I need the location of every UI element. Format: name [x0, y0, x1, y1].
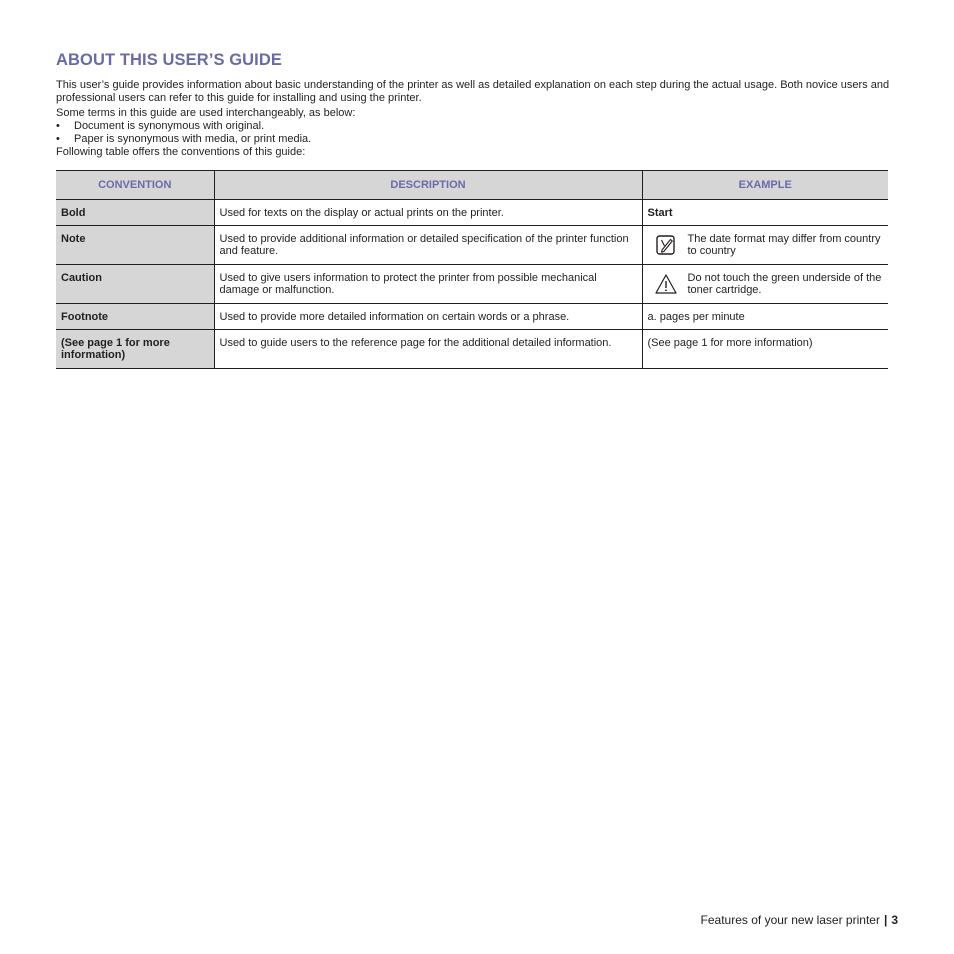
- table-row: [56, 265, 888, 304]
- description-cell: Used to provide additional information or detailed specification of the printer function and feature.: [214, 226, 642, 265]
- note-pencil-icon: [655, 233, 677, 257]
- list-item-text: Paper is synonymous with media, or print media.: [74, 133, 312, 145]
- example-cell: (See page 1 for more information): [642, 330, 888, 369]
- footer-title: Features of your new laser printer: [700, 913, 880, 927]
- example-cell: [642, 226, 888, 265]
- caution-triangle-icon: [655, 272, 677, 296]
- example-cell: [642, 265, 888, 304]
- description-cell: Used for texts on the display or actual prints on the printer.: [214, 200, 642, 226]
- table-header-row: [56, 171, 888, 200]
- table-row: [56, 330, 888, 369]
- table-row: [56, 226, 888, 265]
- column-header-convention: CONVENTION: [56, 171, 214, 200]
- convention-cell: Footnote: [56, 304, 214, 330]
- intro-section: [56, 79, 896, 159]
- example-cell: Start: [642, 200, 888, 226]
- convention-cell: Bold: [56, 200, 214, 226]
- list-item-text: Document is synonymous with original.: [74, 120, 265, 132]
- list-item: [56, 120, 896, 133]
- example-text: Do not touch the green underside of the toner cartridge.: [687, 272, 882, 296]
- convention-cell: Caution: [56, 265, 214, 304]
- page-number: 3: [891, 913, 898, 927]
- conventions-table: [56, 170, 888, 369]
- description-cell: Used to give users information to protect the printer from possible mechanical damage or malfunction.: [214, 265, 642, 304]
- description-cell: Used to provide more detailed information on certain words or a phrase.: [214, 304, 642, 330]
- column-header-example: EXAMPLE: [642, 171, 888, 200]
- table-intro-paragraph: Following table offers the conventions of this guide:: [56, 146, 306, 158]
- bullet-icon: •: [56, 120, 60, 132]
- description-cell: Used to guide users to the reference page for the additional detailed information.: [214, 330, 642, 369]
- table-row: [56, 304, 888, 330]
- convention-cell: (See page 1 for more information): [56, 330, 214, 369]
- page-title: ABOUT THIS USER’S GUIDE: [56, 51, 282, 69]
- example-cell: a. pages per minute: [642, 304, 888, 330]
- terms-paragraph: Some terms in this guide are used interchangeably, as below:: [56, 107, 356, 119]
- footer-separator: |: [883, 913, 888, 927]
- column-header-description: DESCRIPTION: [214, 171, 642, 200]
- example-text: The date format may differ from country to country: [687, 233, 881, 257]
- terms-list: [56, 120, 896, 146]
- page-footer: [701, 913, 898, 927]
- list-item: [56, 133, 896, 146]
- intro-paragraph: This user’s guide provides information about basic understanding of the printer as well as detailed explanation on each step during the actual usage. Both novice users and professional users can refer to this guide for installing and using the printer.: [56, 79, 890, 104]
- convention-cell: Note: [56, 226, 214, 265]
- bullet-icon: •: [56, 133, 60, 145]
- table-row: [56, 200, 888, 226]
